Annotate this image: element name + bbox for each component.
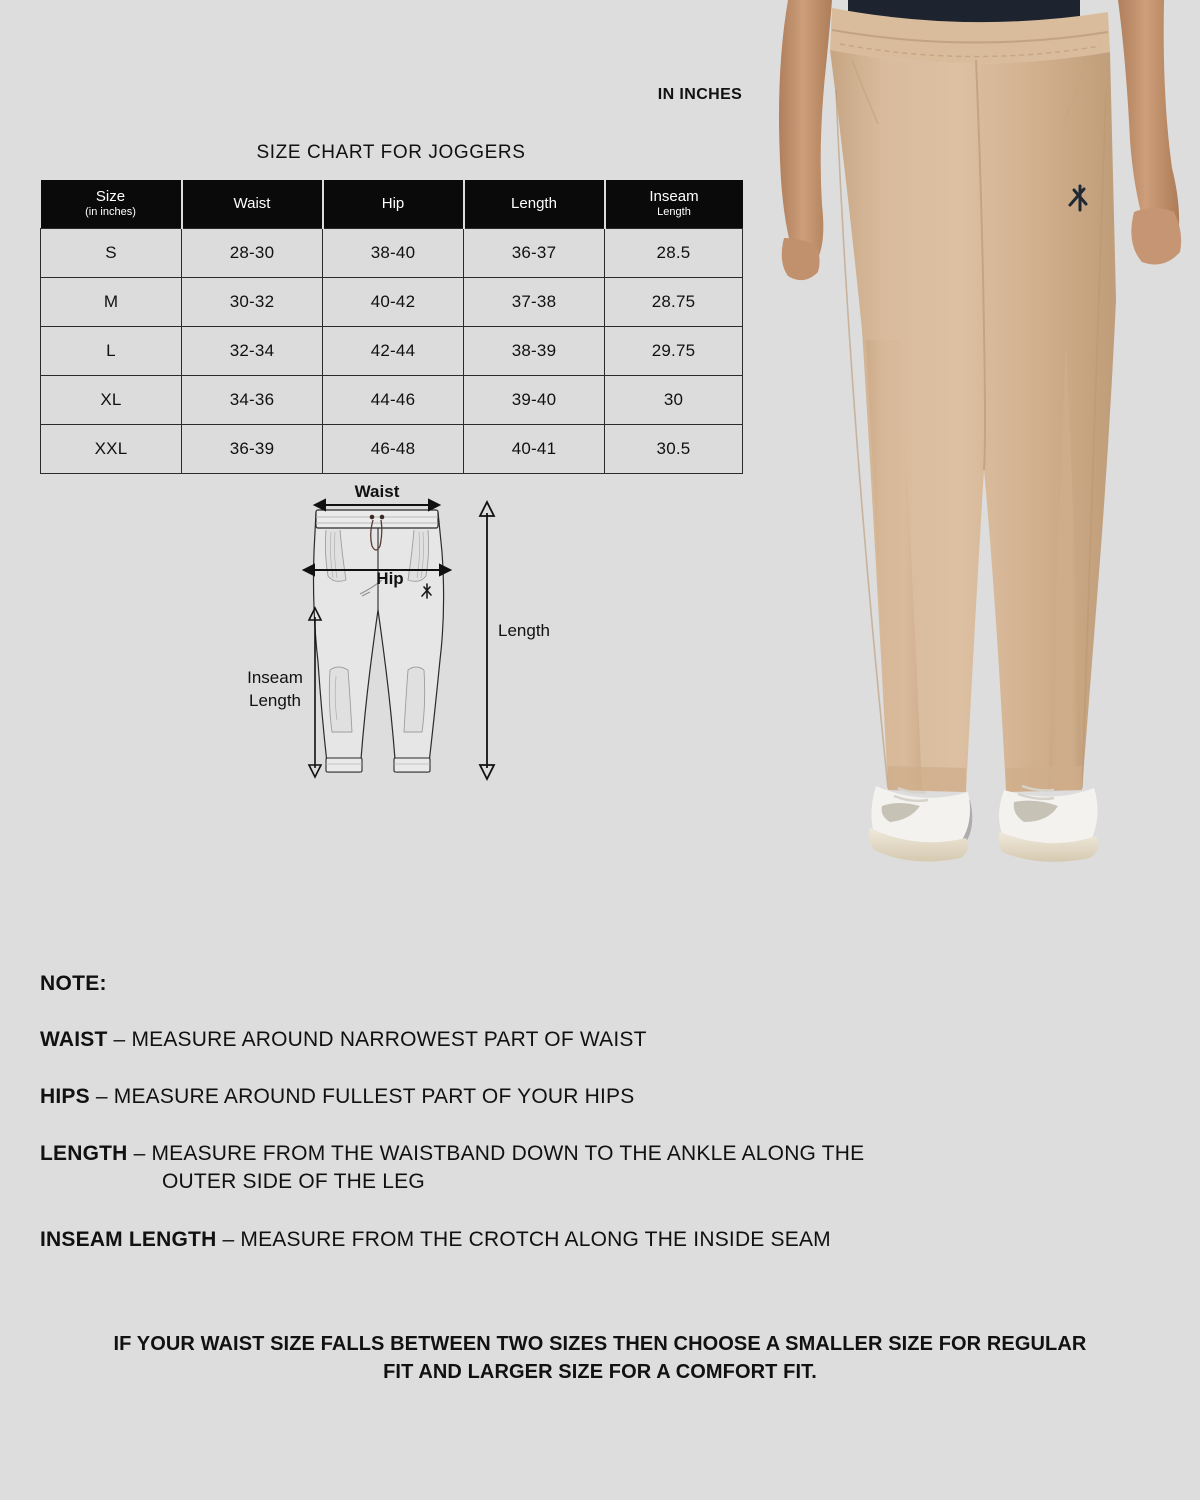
waist-arrow-icon xyxy=(315,500,439,510)
note-text-hips: MEASURE AROUND FULLEST PART OF YOUR HIPS xyxy=(113,1085,635,1109)
column-header-waist xyxy=(182,180,323,229)
cell-inseam: 30.5 xyxy=(605,425,743,474)
table-header-row xyxy=(41,180,743,229)
diagram-label-inseam-line1: Inseam xyxy=(247,668,303,687)
note-item-length xyxy=(40,1140,1040,1196)
jogger-technical-drawing xyxy=(200,480,600,800)
note-dash-inseam: – xyxy=(216,1227,241,1251)
cell-waist: 32-34 xyxy=(182,327,323,376)
diagram-label-inseam-line2: Length xyxy=(249,691,301,710)
note-text-length-continuation: OUTER SIDE OF THE LEG xyxy=(162,1170,425,1194)
cell-waist: 30-32 xyxy=(182,278,323,327)
column-header-inseam-sub: Length xyxy=(657,205,691,218)
diagram-label-hip: Hip xyxy=(376,569,404,588)
column-header-size-label: Size xyxy=(95,188,126,206)
note-term-hips: HIPS xyxy=(40,1085,90,1109)
footer-line-2: FIT AND LARGER SIZE FOR A COMFORT FIT. xyxy=(383,1361,817,1384)
right-shoe xyxy=(998,786,1098,862)
column-header-hip xyxy=(323,180,464,229)
column-header-inseam-label: Inseam xyxy=(649,188,699,206)
column-header-hip-label: Hip xyxy=(381,194,405,212)
cell-size: L xyxy=(41,327,182,376)
model-right-hand xyxy=(1131,208,1181,264)
column-header-length-label: Length xyxy=(511,194,557,212)
note-term-waist: WAIST xyxy=(40,1028,108,1051)
length-arrow-icon xyxy=(480,502,494,779)
cell-hip: 42-44 xyxy=(323,327,464,376)
note-dash-waist: – xyxy=(107,1028,132,1051)
footer-line-1: IF YOUR WAIST SIZE FALLS BETWEEN TWO SIZES THEN CHOOSE A SMALLER SIZE FOR REGULAR xyxy=(113,1333,1087,1355)
units-label: IN INCHES xyxy=(657,86,743,103)
measurement-diagram xyxy=(200,480,600,800)
cell-waist: 36-39 xyxy=(182,425,323,474)
cell-hip: 40-42 xyxy=(323,278,464,327)
cell-inseam: 29.75 xyxy=(605,327,743,376)
note-dash-length: – xyxy=(127,1142,152,1166)
note-term-length: LENGTH xyxy=(40,1142,128,1166)
note-item-inseam xyxy=(40,1226,1040,1254)
diagram-label-waist: Waist xyxy=(354,482,400,501)
cell-hip: 38-40 xyxy=(323,229,464,278)
table-row xyxy=(41,229,743,278)
diagram-label-length: Length xyxy=(498,621,550,640)
jogger-line-art xyxy=(314,510,444,772)
note-item-hips xyxy=(40,1083,1040,1111)
note-item-waist xyxy=(40,1026,1040,1054)
cell-inseam: 28.75 xyxy=(605,278,743,327)
cell-inseam: 28.5 xyxy=(605,229,743,278)
chart-title: SIZE CHART FOR JOGGERS xyxy=(256,142,526,163)
column-header-waist-label: Waist xyxy=(233,194,271,212)
note-text-length: MEASURE FROM THE WAISTBAND DOWN TO THE ANKLE ALONG THE xyxy=(151,1142,865,1166)
notes-section xyxy=(40,972,1040,1254)
notes-heading: NOTE: xyxy=(40,972,107,995)
cell-inseam: 30 xyxy=(605,376,743,425)
cell-length: 40-41 xyxy=(464,425,605,474)
cell-waist: 28-30 xyxy=(182,229,323,278)
cell-length: 38-39 xyxy=(464,327,605,376)
product-photo-illustration xyxy=(770,0,1200,900)
note-text-waist: MEASURE AROUND NARROWEST PART OF WAIST xyxy=(131,1028,647,1051)
cell-hip: 44-46 xyxy=(323,376,464,425)
cell-size: S xyxy=(41,229,182,278)
cell-size: XL xyxy=(41,376,182,425)
note-term-inseam: INSEAM LENGTH xyxy=(40,1227,217,1251)
footer-advice xyxy=(55,1330,1145,1387)
cell-size: XXL xyxy=(41,425,182,474)
note-dash-hips: – xyxy=(89,1085,114,1109)
cell-waist: 34-36 xyxy=(182,376,323,425)
cell-length: 39-40 xyxy=(464,376,605,425)
cell-size: M xyxy=(41,278,182,327)
column-header-inseam xyxy=(605,180,743,229)
table-row xyxy=(41,278,743,327)
size-chart-table xyxy=(40,180,743,474)
column-header-size xyxy=(41,180,182,229)
column-header-size-sub: (in inches) xyxy=(85,205,136,218)
table-row xyxy=(41,376,743,425)
cell-hip: 46-48 xyxy=(323,425,464,474)
product-photo xyxy=(770,0,1200,900)
table-row xyxy=(41,327,743,376)
column-header-length xyxy=(464,180,605,229)
cell-length: 36-37 xyxy=(464,229,605,278)
table-row xyxy=(41,425,743,474)
cell-length: 37-38 xyxy=(464,278,605,327)
note-text-inseam: MEASURE FROM THE CROTCH ALONG THE INSIDE SEAM xyxy=(240,1227,831,1251)
